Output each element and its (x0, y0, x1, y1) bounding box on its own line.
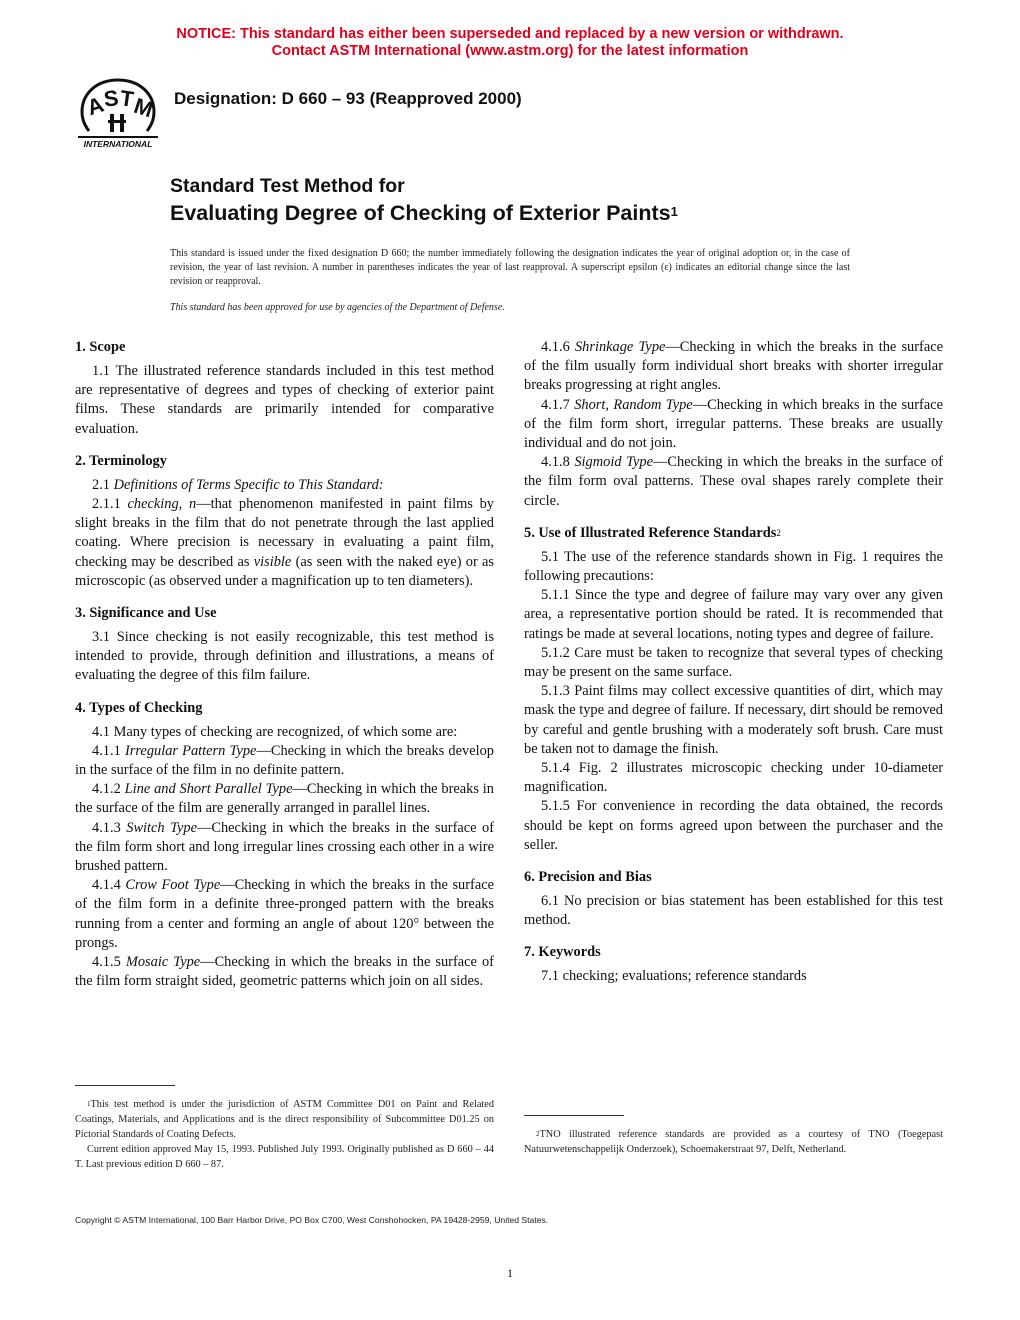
types-item: 4.1.3 Switch Type—Checking in which the breaks in the surface of the film form short and long irregular lines crossing each other in a wire brushed pattern. (75, 819, 494, 875)
copyright-line: Copyright © ASTM International, 100 Barr Harbor Drive, PO Box C700, West Conshohocken, PA 19428-2959, United States. (75, 1215, 549, 1225)
section-heading-significance: 3. Significance and Use (75, 605, 217, 622)
types-4-1: 4.1 Many types of checking are recognized, of which some are: (92, 723, 458, 740)
footnote-divider (524, 1115, 624, 1116)
right-column (524, 338, 943, 987)
use-paragraph: 5.1.2 Care must be taken to recognize that several types of checking may be present on the same surface. (524, 644, 943, 681)
section-heading-keywords: 7. Keywords (524, 944, 601, 961)
terminology-2-1-1: 2.1.1 checking, n—that phenomenon manifested in paint films by slight breaks in the film that do not penetrate through the last applied coating. Where precision is necessary in evaluating a paint film, checking may be described as visible (as seen with the naked eye) or as microscopic (as observed under a magnification up to ten diameters). (75, 496, 495, 589)
types-item: 4.1.2 Line and Short Parallel Type—Checking in which the breaks in the surface of the film are generally arranged in parallel lines. (75, 781, 494, 817)
significance-paragraph: 3.1 Since checking is not easily recognizable, this test method is intended to provide, through definition and illustrations, a means of evaluating the degree of this film failure. (75, 629, 494, 684)
title-line-1: Standard Test Method for (170, 175, 405, 197)
use-paragraph: 5.1.5 For convenience in recording the data obtained, the records should be kept on forms agreed upon between the purchaser and the seller. (524, 798, 943, 853)
types-item: 4.1.1 Irregular Pattern Type—Checking in which the breaks develop in the surface of the film in no definite pattern. (75, 742, 494, 779)
use-paragraph: 5.1 The use of the reference standards shown in Fig. 1 requires the following precautions: (524, 548, 943, 585)
use-paragraph: 5.1.4 Fig. 2 illustrates microscopic checking under 10-diameter magnification. (524, 760, 943, 796)
terminology-2-1: 2.1 Definitions of Terms Specific to This Standard: (92, 476, 384, 493)
svg-text:A: A (83, 91, 107, 121)
types-item: 4.1.6 Shrinkage Type—Checking in which the breaks in the surface of the film usually form individual short breaks with shorter irregular breaks progressing at right angles. (524, 339, 943, 394)
logo-text: INTERNATIONAL (83, 139, 153, 149)
astm-logo-icon (74, 76, 162, 150)
types-item: 4.1.4 Crow Foot Type—Checking in which the breaks in the surface of the film form in a definite three-pronged pattern with the breaks running from a center and forming an angle of about 120° between the prongs. (75, 877, 494, 951)
types-item: 4.1.8 Sigmoid Type—Checking in which the breaks in the surface of the film form oval patterns. These oval shapes rarely complete their circle. (524, 454, 943, 509)
approved-note: This standard has been approved for use by agencies of the Department of Defense. (170, 302, 505, 313)
notice-line-1: NOTICE: This standard has either been superseded and replaced by a new version or withdrawn. (176, 26, 844, 42)
svg-text:T: T (118, 85, 136, 112)
designation: Designation: D 660 – 93 (Reapproved 2000) (174, 89, 522, 108)
footnote-divider (75, 1085, 175, 1086)
svg-text:S: S (102, 85, 120, 112)
title-footnote-mark: 1 (670, 204, 678, 219)
document-title (170, 174, 678, 230)
keywords-paragraph: 7.1 checking; evaluations; reference standards (541, 968, 807, 985)
notice-banner (0, 26, 1020, 60)
section-heading-scope: 1. Scope (75, 339, 126, 355)
issued-note: This standard is issued under the fixed designation D 660; the number immediately following the designation indicates the year of original adoption or, in the case of revision, the year of last revision. A number in parentheses indicates the year of last reapproval. A superscript epsilon (ε) indicates an editorial change since the last revision or reapproval. (170, 248, 850, 288)
types-item: 4.1.7 Short, Random Type—Checking in which breaks in the surface of the film form short, irregular patterns. These breaks are usually individual and do not join. (524, 396, 943, 452)
page-number: 1 (507, 1266, 513, 1280)
section-heading-precision: 6. Precision and Bias (524, 869, 652, 886)
footnote-2: $^2$TNO illustrated reference standards are provided as a courtesy of TNO (Toegepast Natuurwetenschappelijk Onderzoek), Schoemakerstraat 97, Delft, Netherland. (524, 1129, 943, 1155)
section-heading-terminology: 2. Terminology (75, 452, 167, 469)
precision-paragraph: 6.1 No precision or bias statement has been established for this test method. (524, 893, 943, 929)
section-heading-types: 4. Types of Checking (75, 699, 203, 716)
use-paragraph: 5.1.3 Paint films may collect excessive quantities of dirt, which may mask the type and degree of failure. If necessary, dirt should be removed by careful and gentle brushing with a moderately soft brush. Care must be taken not to damage the finish. (524, 683, 943, 757)
left-column (75, 338, 494, 991)
use-paragraph: 5.1.1 Since the type and degree of failure may vary over any given area, a representative portion should be rated. It is recommended that ratings be made at several locations, noting types and degree of failure. (524, 587, 943, 642)
scope-paragraph: 1.1 The illustrated reference standards included in this test method are representative of degrees and types of checking of exterior paint films. These standards are primarily intended for comparative evaluation. (75, 363, 494, 437)
footnote-1: $^1$This test method is under the jurisdiction of ASTM Committee D01 on Paint and Related Coatings, Materials, and Applications and is the direct responsibility of Subcommittee D01.25 on Pictorial Standards of Coating Defects. Current edition approved May 15, 1993. Published July 1993. Originally published as D 660 – 44 T. Last previous edition D 660 – 87. (75, 1099, 494, 1170)
section-heading-use: 5. Use of Illustrated Reference Standards$^2$ (524, 524, 781, 541)
svg-text:M: M (130, 92, 157, 123)
types-item: 4.1.5 Mosaic Type—Checking in which the breaks in the surface of the film form straight sided, geometric patterns which join on all sides. (75, 954, 494, 990)
title-line-2: Evaluating Degree of Checking of Exterior Paints (170, 201, 671, 225)
notice-line-2: Contact ASTM International (www.astm.org) for the latest information (271, 43, 749, 59)
